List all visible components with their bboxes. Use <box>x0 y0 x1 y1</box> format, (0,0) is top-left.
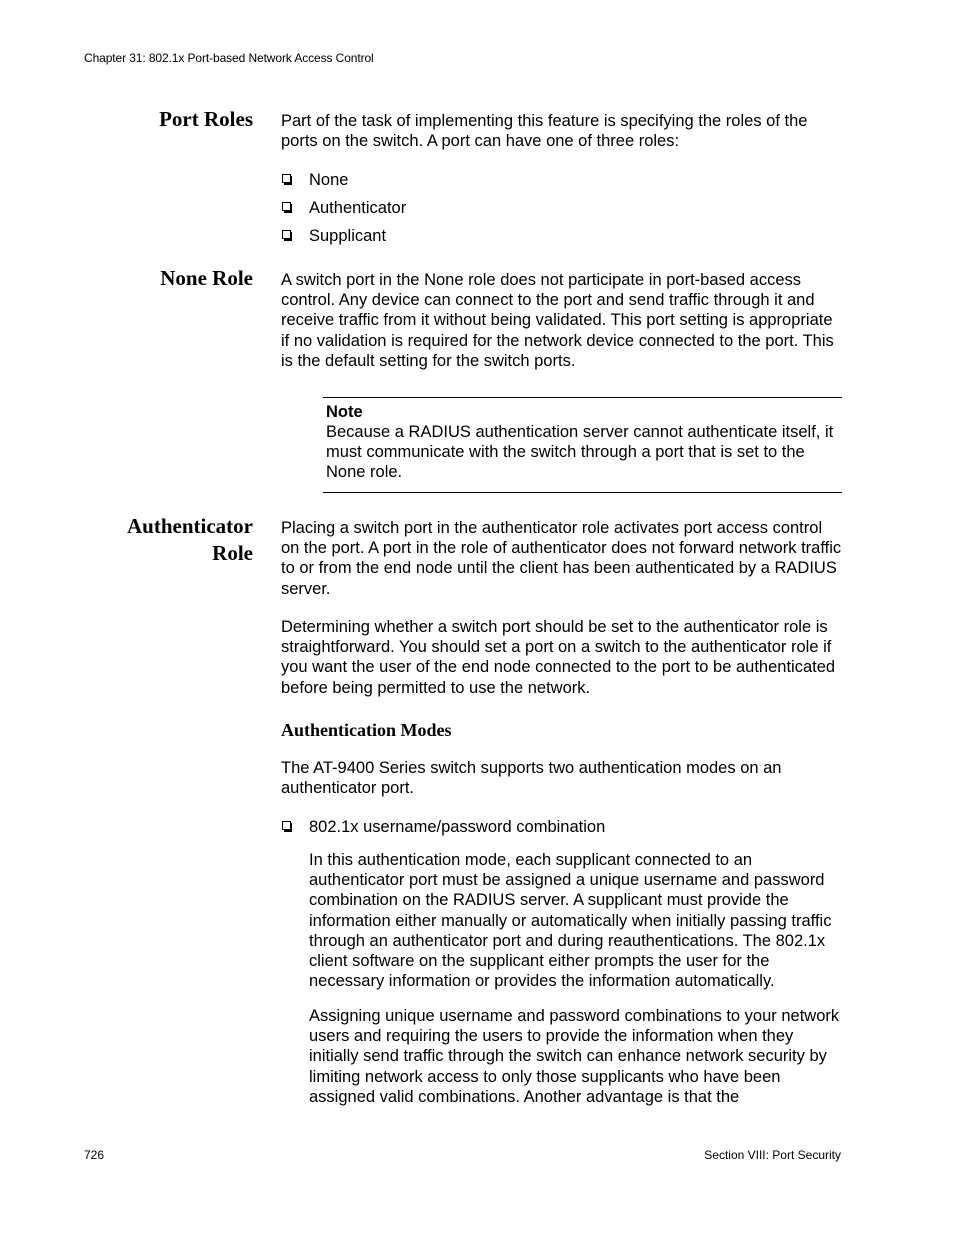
note-box <box>323 397 842 493</box>
checkbox-bullet-icon <box>282 174 293 185</box>
heading-none-role: None Role <box>160 266 253 290</box>
list-item <box>281 198 841 226</box>
heading-authenticator-role <box>73 513 253 567</box>
subheading-authentication-modes: Authentication Modes <box>281 720 452 740</box>
section-title: Section VIII: Port Security <box>704 1148 841 1162</box>
modes-list <box>281 817 841 845</box>
list-item-label: 802.1x username/password combination <box>309 818 606 836</box>
authenticator-para-1: Placing a switch port in the authenticator role activates port access control on the port. A port in the role of authenticator does not forward network traffic to or from the end node until the client has been authenticated by a RADIUS server. <box>281 519 842 598</box>
heading-line: Authenticator <box>127 514 253 538</box>
mode-para-1: In this authentication mode, each supplicant connected to an authenticator port must be assigned a unique username and password combination on the RADIUS server. A supplicant must provide the information either manually or automatically when initially passing traffic through an authenticator port and during reauthentications. The 802.1x client software on the supplicant either prompts the user for the necessary information or provides the information automatically. <box>309 851 832 991</box>
authenticator-para-3: The AT-9400 Series switch supports two authentication modes on an authenticator port. <box>281 759 782 798</box>
list-item-label: Authenticator <box>309 199 407 217</box>
port-roles-intro: Part of the task of implementing this feature is specifying the roles of the ports on the switch. A port can have one of three roles: <box>281 112 808 151</box>
port-roles-list <box>281 170 841 254</box>
note-body: Because a RADIUS authentication server cannot authenticate itself, it must communicate with the switch through a port that is set to the None role. <box>326 423 834 482</box>
list-item-label: Supplicant <box>309 227 387 245</box>
list-item <box>281 226 841 254</box>
checkbox-bullet-icon <box>282 230 293 241</box>
none-role-body: A switch port in the None role does not participate in port-based access control. Any device can connect to the port and send traffic through it and receive traffic from it without being validated. This port setting is appropriate if no validation is required for the network device connected to the port. This is the default setting for the switch ports. <box>281 271 834 370</box>
mode-para-2: Assigning unique username and password combinations to your network users and requiring the users to provide the information when they initially send traffic through the switch can enhance network security by limiting network access to only those supplicants who have been assigned valid combinations. Another advantage is that the <box>309 1007 840 1106</box>
page-number: 726 <box>84 1148 105 1162</box>
list-item-label: None <box>309 171 349 189</box>
checkbox-bullet-icon <box>282 821 293 832</box>
list-item <box>281 817 841 845</box>
note-title: Note <box>326 403 363 421</box>
heading-port-roles: Port Roles <box>159 107 253 131</box>
running-head: Chapter 31: 802.1x Port-based Network Access Control <box>84 51 374 65</box>
checkbox-bullet-icon <box>282 202 293 213</box>
list-item <box>281 170 841 198</box>
heading-line: Role <box>212 541 253 565</box>
authenticator-para-2: Determining whether a switch port should be set to the authenticator role is straightforward. You should set a port on a switch to the authenticator role if you want the user of the end node connected to the port to be authenticated before being permitted to use the network. <box>281 618 836 697</box>
